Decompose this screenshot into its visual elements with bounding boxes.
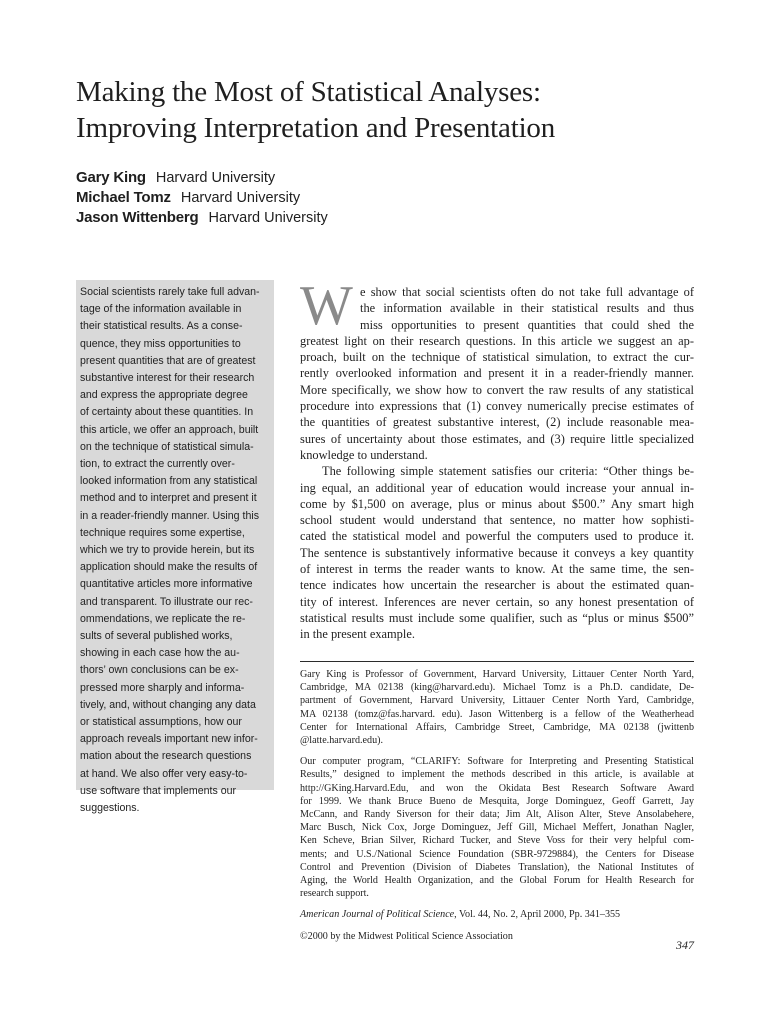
abstract-line: present quantities that are of greatest <box>80 354 256 367</box>
body-line: e show that social scientists often do not take full advantage of <box>360 285 694 299</box>
body-line: statistical results must include some qualifier, such as “plus or minus $500” <box>300 610 694 625</box>
body-line: cated the statistical model and powerful the computers used to produce it. <box>300 529 694 544</box>
abstract-line: tion, to extract the currently over- <box>80 458 235 471</box>
footnote-line: @latte.harvard.edu). <box>300 735 383 747</box>
body-line: knowledge to understand. <box>300 447 428 462</box>
abstract-line: Social scientists rarely take full advan- <box>80 286 260 298</box>
copyright-line: ©2000 by the Midwest Political Science Association <box>300 930 513 942</box>
body-line: tity of interest. Inferences are never certain, so any honest presentation of <box>300 594 694 609</box>
abstract-line: mation about the research questions <box>80 750 252 763</box>
title-line: Improving Interpretation and Presentation <box>76 112 556 144</box>
article-title <box>76 74 716 146</box>
body-line: school student would understand that sentence, no matter how sophisti- <box>300 513 694 528</box>
body-line: come by $1,500 on average, plus or minus about $500.” Any smart high <box>300 496 694 511</box>
author-name: Gary King <box>76 169 146 186</box>
abstract-line: and transparent. To illustrate our rec- <box>80 595 253 608</box>
body-line: in the present example. <box>300 627 415 642</box>
footnote-line: Marc Busch, Nick Cox, Jorge Dominguez, Jeff Gill, Michael Meffert, Jonathan Nagler, <box>300 822 694 834</box>
abstract-line: application should make the results of <box>80 561 258 574</box>
footnote-line: Center for International Affairs, Cambridge Street, Cambridge, MA 02138 (jwittenb <box>300 721 694 733</box>
abstract-line: of certainty about these quantities. In <box>80 406 254 419</box>
drop-cap: W <box>300 275 353 337</box>
abstract-box <box>76 280 274 815</box>
article-body <box>300 284 694 643</box>
footnote-line: Cambridge, MA 02138 (king@harvard.edu). Michael Tomz is a Ph.D. candidate, De- <box>300 682 694 694</box>
body-paragraph <box>300 463 694 642</box>
abstract-line: this article, we offer an approach, built <box>80 423 259 436</box>
body-line: The sentence is substantively informative because it conveys a key quantity <box>300 545 694 560</box>
body-line: proach, built on the technique of statistical simulation, to extract the cur- <box>300 350 694 365</box>
abstract-line: in a reader-friendly manner. Using this <box>80 509 260 522</box>
abstract-line: and express the appropriate degree <box>80 389 248 402</box>
author-footnote <box>300 668 694 747</box>
author-affiliation: Harvard University <box>180 190 301 206</box>
author-affiliation: Harvard University <box>155 170 276 186</box>
footnote-line: http://GKing.Harvard.Edu, and won the Okidata Best Research Software Award <box>300 782 694 794</box>
abstract-line: tively, and, without changing any data <box>80 698 256 711</box>
abstract-line: quantitative articles more informative <box>80 578 253 591</box>
body-line: of interest in terms the reader wants to know. At the same time, the sen- <box>300 562 694 577</box>
footnote-line: Ken Scheve, Brian Silver, Richard Tucker, and Steve Voss for their very helpful com- <box>300 835 694 847</box>
body-line: the information available in their statistical results and thus <box>360 301 694 316</box>
author-entry <box>76 208 328 228</box>
abstract-line: which we try to provide herein, but its <box>80 544 255 557</box>
body-line: ing equal, an additional year of education would increase your annual in- <box>300 480 694 495</box>
footnote-line: Aging, the World Health Organization, and the Global Forum for Health Research for <box>300 875 694 887</box>
body-line: procedure into expressions that (1) convey numerically precise estimates of <box>300 399 694 414</box>
abstract-line: use software that implements our <box>80 784 237 797</box>
abstract-line: technique requires some expertise, <box>80 526 245 539</box>
abstract-line: thors’ own conclusions can be ex- <box>80 664 239 677</box>
abstract-line: suggestions. <box>80 802 140 815</box>
body-line: sures of uncertainty about those estimates, and (3) require little specialized <box>300 431 694 446</box>
body-line: the quantities of greatest substantive interest, (2) include reasonable mea- <box>300 415 694 430</box>
footnote-divider <box>300 661 694 662</box>
abstract-line: method and to interpret and present it <box>80 492 257 505</box>
abstract-line: quence, they miss opportunities to <box>80 337 241 350</box>
abstract-line: on the technique of statistical simula- <box>80 440 254 453</box>
author-list <box>76 168 328 228</box>
abstract-line: ommendations, we replicate the re- <box>80 612 246 625</box>
footnote-line: MA 02138 (tomz@fas.harvard. edu). Jason Wittenberg is a fellow of the Weatherhead <box>300 708 694 720</box>
author-name: Jason Wittenberg <box>76 209 199 226</box>
body-line: The following simple statement satisfies our criteria: “Other things be- <box>322 464 694 479</box>
author-name: Michael Tomz <box>76 189 171 206</box>
author-entry <box>76 168 328 188</box>
acknowledgements-footnote <box>300 755 694 900</box>
footnote-line: partment of Government, Harvard University, Littauer Center North Yard, Cambridge, <box>300 695 694 707</box>
abstract-line: or statistical assumptions, how our <box>80 716 242 729</box>
footnote-line: Results,” designed to implement the methods described in this article, is available at <box>300 769 694 781</box>
body-line: More specifically, we show how to convert the raw results of any statistical <box>300 382 694 397</box>
body-line: tence indicates how uncertain the researcher is about the estimated quan- <box>300 578 694 593</box>
body-paragraph <box>300 284 694 463</box>
abstract-line: approach reveals important new infor- <box>80 733 258 746</box>
body-line: greatest light on their research questions. In this article we suggest an ap- <box>300 333 694 348</box>
abstract-line: pressed more sharply and informa- <box>80 681 245 694</box>
body-line: miss opportunities to present quantities that could shed the <box>360 317 694 332</box>
abstract-line: tage of the information available in <box>80 303 242 316</box>
author-entry <box>76 188 328 208</box>
footnote-line: Our computer program, “CLARIFY: Software for Interpreting and Presenting Statistical <box>300 756 694 768</box>
footnotes <box>300 668 694 951</box>
footnote-line: Gary King is Professor of Government, Harvard University, Littauer Center North Yard, <box>300 669 694 680</box>
footnote-line: research support. <box>300 888 369 900</box>
footnote-line: Control and Prevention (Division of Diabetes Translation), the National Institutes of <box>300 861 694 873</box>
journal-name: American Journal of Political Science <box>300 909 455 921</box>
abstract-line: substantive interest for their research <box>80 372 255 385</box>
body-line: rently overlooked information and present it in a reader-friendly manner. <box>300 366 694 381</box>
abstract-line: at hand. We also offer very easy-to- <box>80 767 248 780</box>
author-affiliation: Harvard University <box>208 210 328 226</box>
abstract-line: showing in each case how the au- <box>80 647 240 660</box>
abstract-text <box>80 284 268 817</box>
footnote-line: ments; and U.S./National Science Foundation (SBR-9729884), the Centers for Disease <box>300 848 694 860</box>
title-line: Making the Most of Statistical Analyses: <box>76 76 541 108</box>
citation-line <box>300 908 694 921</box>
abstract-line: looked information from any statistical <box>80 475 258 488</box>
footnote-line: for 1999. We thank Bruce Bueno de Mesquita, Jorge Dominguez, Geoff Garrett, Jay <box>300 795 694 807</box>
citation-details: , Vol. 44, No. 2, April 2000, Pp. 341–355 <box>454 909 621 921</box>
abstract-line: sults of several published works, <box>80 630 233 643</box>
footnote-line: McCann, and Randy Siverson for their data; Jim Alt, Alison Alter, Steve Ansolabehere, <box>300 809 694 821</box>
page-number: 347 <box>676 938 694 952</box>
abstract-line: their statistical results. As a conse- <box>80 320 243 333</box>
